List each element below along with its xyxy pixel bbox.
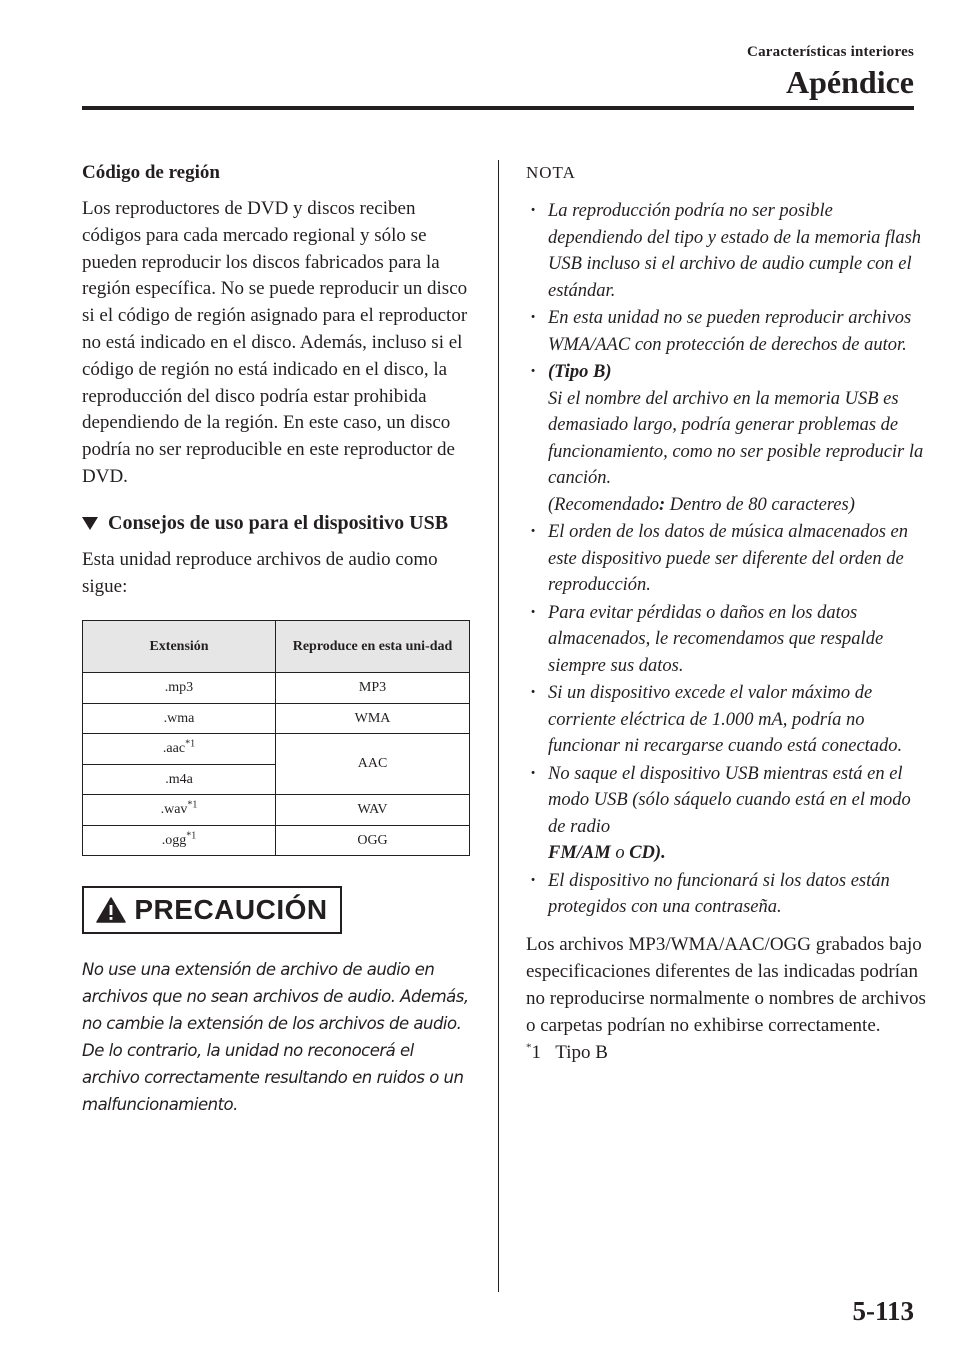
list-item: · Si un dispositivo excede el valor máximo de corriente eléctrica de 1.000 mA, podría no funcionar ni recargarse cuando está conectado. xyxy=(526,680,926,760)
format-cell: AAC xyxy=(276,734,470,795)
column-divider xyxy=(498,160,499,1292)
list-item: · El orden de los datos de música almacenados en este dispositivo puede ser diferente del orden de reproducción. xyxy=(526,519,926,599)
format-cell: WAV xyxy=(276,795,470,826)
extension-table xyxy=(82,620,470,856)
format-cell: MP3 xyxy=(276,673,470,704)
recommended-colon: : xyxy=(658,494,666,515)
extension-cell xyxy=(83,795,276,826)
extension-value: .wav xyxy=(160,802,188,818)
list-item xyxy=(526,761,926,867)
closing-paragraph: Los archivos MP3/WMA/AAC/OGG grabados bajo especificaciones diferentes de las indicadas podrían no reproducirse normalmente o nombres de archivos o carpetas podrían no exhibirse correctamente. xyxy=(526,933,926,1036)
note-list xyxy=(526,198,926,921)
column-header-playback: Reproduce en esta uni-dad xyxy=(276,621,470,673)
footnote-asterisk: * xyxy=(526,1041,532,1054)
triangle-bullet-icon xyxy=(82,517,98,530)
caution-text: No use una extensión de archivo de audio en archivos que no sean archivos de audio. Además, no cambie la extensión de los archivos de audio. De lo contrario, la unidad no reconocerá el archivo correctamente resultando en ruidos o un malfuncionamiento. xyxy=(82,960,469,1115)
extension-cell xyxy=(83,703,276,734)
cd-label: CD). xyxy=(629,843,666,863)
format-cell: OGG xyxy=(276,825,470,856)
right-column xyxy=(526,160,926,1066)
region-code-body: Los reproductores de DVD y discos reciben códigos para cada mercado regional y sólo se pueden reproducir los discos fabricados para la región específica. No se puede reproducir un disco si el código de región asignado para el reproductor no está indicado en el disco. Además, incluso si el código de región no está indicado en el disco, la reproducción del disco podría estar prohibida dependiendo de la región. En este caso, un disco podría no ser reproducible en este reproductor de DVD. xyxy=(82,198,468,487)
extension-value: .m4a xyxy=(165,771,193,787)
note-title: NOTA xyxy=(526,163,576,182)
format-cell: WMA xyxy=(276,703,470,734)
or-text: o xyxy=(610,843,630,863)
column-header-extension: Extensión xyxy=(83,621,276,673)
extension-cell xyxy=(83,825,276,856)
recommended-text: Dentro de 80 caracteres) xyxy=(665,494,855,515)
region-code-title: Código de región xyxy=(82,162,220,183)
usb-tips-heading xyxy=(82,509,472,537)
list-item: · Para evitar pérdidas o daños en los datos almacenados, le recomendamos que respalde siempre sus datos. xyxy=(526,600,926,680)
extension-value: .aac xyxy=(162,741,186,757)
table-row xyxy=(83,673,470,704)
list-item: · La reproducción podría no ser posible dependiendo del tipo y estado de la memoria flash USB incluso si el archivo de audio cumple con el estándar. xyxy=(526,198,926,304)
warning-triangle-icon xyxy=(96,897,126,923)
extension-cell xyxy=(83,734,276,765)
table-row xyxy=(83,825,470,856)
extension-cell xyxy=(83,764,276,795)
chapter-title: Apéndice xyxy=(786,64,914,100)
footnote-mark: *1 xyxy=(185,738,196,750)
footnote-mark: *1 xyxy=(186,829,197,841)
section-header: Características interiores xyxy=(747,44,914,60)
table-row xyxy=(83,734,470,765)
left-column xyxy=(82,160,472,1118)
extension-cell xyxy=(83,673,276,704)
footnote-text: Tipo B xyxy=(555,1041,608,1063)
footnote xyxy=(526,1039,926,1066)
usb-remove-text: No saque el dispositivo USB mientras está en el modo USB (sólo sáquelo cuando está en el modo de radio xyxy=(548,763,911,837)
footnote-number: 1 xyxy=(531,1041,541,1063)
list-item: · El dispositivo no funcionará si los datos están protegidos con una contraseña. xyxy=(526,868,926,921)
footnote-mark: *1 xyxy=(187,799,198,811)
usb-tips-title: Consejos de uso para el dispositivo USB xyxy=(108,511,449,534)
extension-value: .ogg xyxy=(161,832,187,848)
caution-box xyxy=(82,886,342,934)
fm-am-label: FM/AM xyxy=(548,843,611,863)
type-b-text: Si el nombre del archivo en la memoria USB es demasiado largo, podría generar problemas de funcionamiento, como no ser posible reproducir la canción. xyxy=(548,388,924,488)
caution-label: PRECAUCIÓN xyxy=(134,894,328,926)
extension-value: .wma xyxy=(163,710,195,726)
table-header-row xyxy=(83,621,470,673)
page-number: 5-113 xyxy=(852,1296,914,1326)
usb-intro: Esta unidad reproduce archivos de audio como sigue: xyxy=(82,548,438,597)
table-row xyxy=(83,795,470,826)
list-item xyxy=(526,359,926,518)
table-row xyxy=(83,703,470,734)
type-b-label: (Tipo B) xyxy=(548,362,612,382)
list-item: · En esta unidad no se pueden reproducir archivos WMA/AAC con protección de derechos de autor. xyxy=(526,305,926,358)
extension-value: .mp3 xyxy=(164,680,194,696)
recommended-label: (Recomendado xyxy=(548,494,659,515)
header-rule xyxy=(82,106,914,110)
